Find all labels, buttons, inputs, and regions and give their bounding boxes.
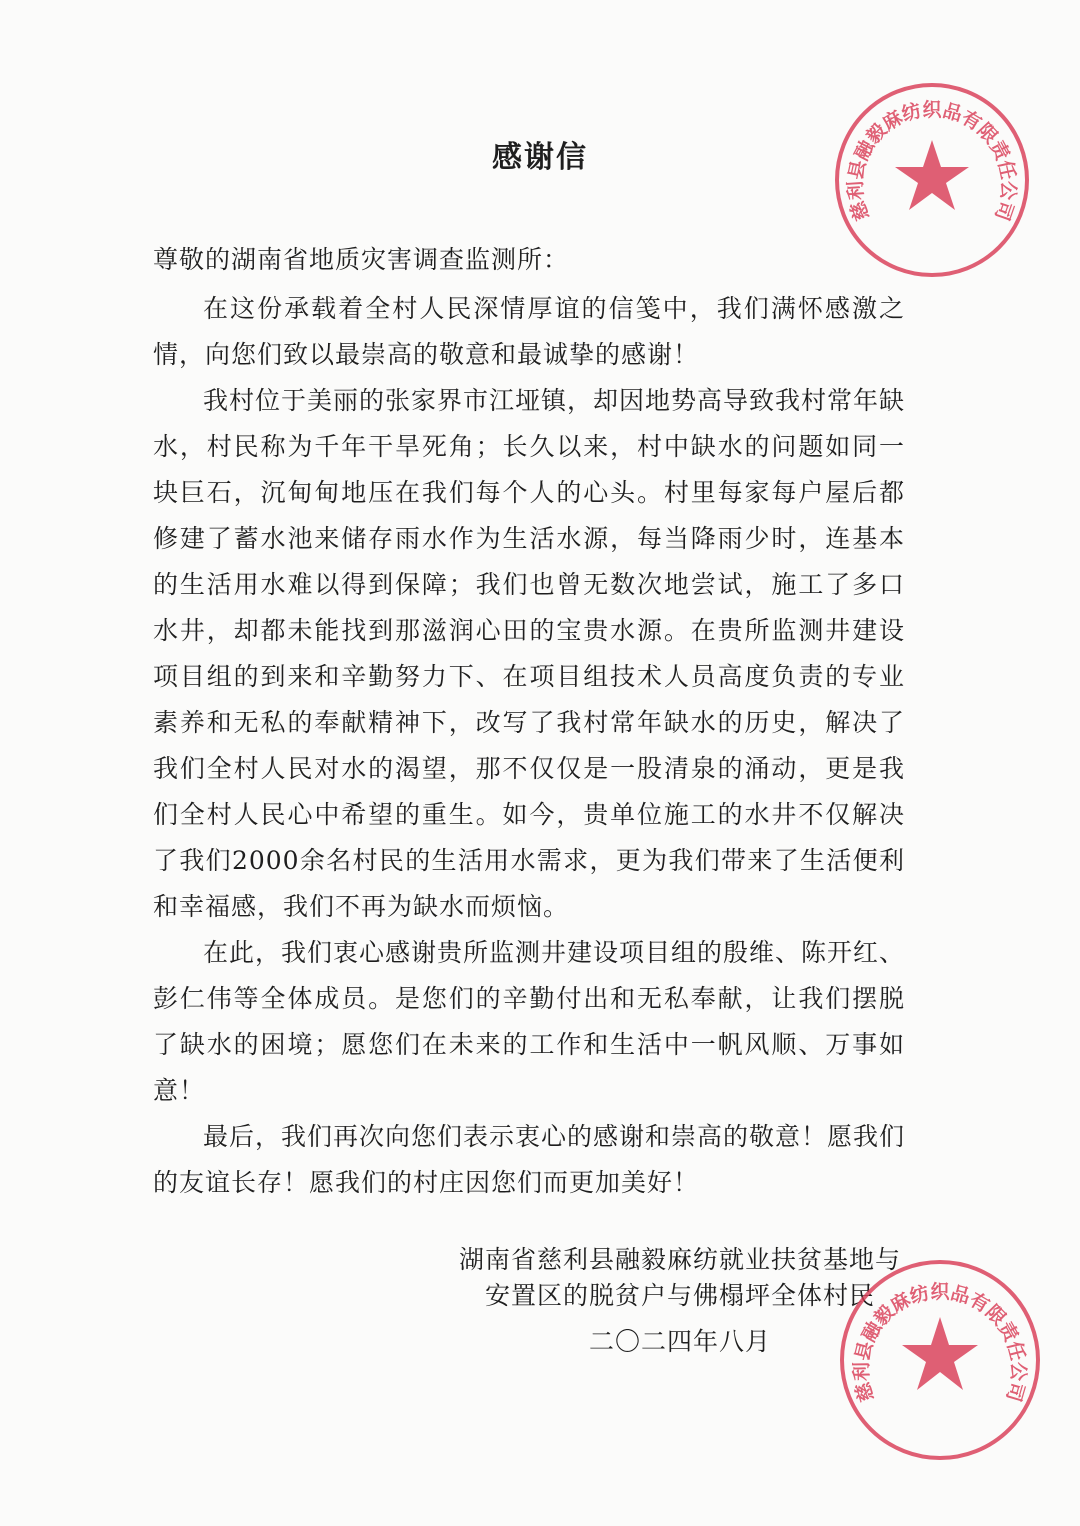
letter-body [153,286,905,1206]
company-seal-top [832,75,1032,285]
paragraph-3: 在此，我们衷心感谢贵所监测井建设项目组的殷维、陈开红、彭仁伟等全体成员。是您们的辛勤付出和无私奉献，让我们摆脱了缺水的困境；愿您们在未来的工作和生活中一帆风顺、万事如意！ [153,938,906,1105]
company-seal-bottom [830,1255,1050,1465]
letter-salutation: 尊敬的湖南省地质灾害调查监测所： [153,245,570,274]
paragraph-2: 我村位于美丽的张家界市江垭镇，却因地势高导致我村常年缺水，村民称为千年干旱死角；长久以来，村中缺水的问题如同一块巨石，沉甸甸地压在我们每个人的心头。村里每家每户屋后都修建了蓄水池来储存雨水作为生活水源，每当降雨少时，连基本的生活用水难以得到保障；我们也曾无数次地尝试，施工了多口水井，却都未能找到那滋润心田的宝贵水源。在贵所监测井建设项目组的到来和辛勤努力下、在项目组技术人员高度负责的专业素养和无私的奉献精神下，改写了我村常年缺水的历史，解决了我们全村人民对水的渴望，那不仅仅是一股清泉的涌动，更是我们全村人民心中希望的重生。如今，贵单位施工的水井不仅解决了我们2000余名村民的生活用水需求，更为我们带来了生活便利和幸福感，我们不再为缺水而烦恼。 [153,386,906,921]
paragraph-4: 最后，我们再次向您们表示衷心的感谢和崇高的敬意！愿我们的友谊长存！愿我们的村庄因您们而更加美好！ [153,1122,906,1197]
seal-star-icon [895,140,969,210]
seal-text-path-top: 慈利县融毅麻纺织品有限责任公司 [844,98,1020,224]
letter-title: 感谢信 [492,140,588,175]
letter-date: 二〇二四年八月 [588,1327,771,1356]
seal-text-path-bottom: 慈利县融毅麻纺织品有限责任公司 [850,1281,1030,1405]
signature-line-1: 湖南省慈利县融毅麻纺就业扶贫基地与 [458,1245,901,1274]
seal-star-icon [902,1317,978,1390]
signature-line-2: 安置区的脱贫户与佛榻坪全体村民 [484,1281,875,1310]
paragraph-1: 在这份承载着全村人民深情厚谊的信笺中，我们满怀感激之情，向您们致以最崇高的敬意和最诚挚的感谢！ [153,294,905,369]
